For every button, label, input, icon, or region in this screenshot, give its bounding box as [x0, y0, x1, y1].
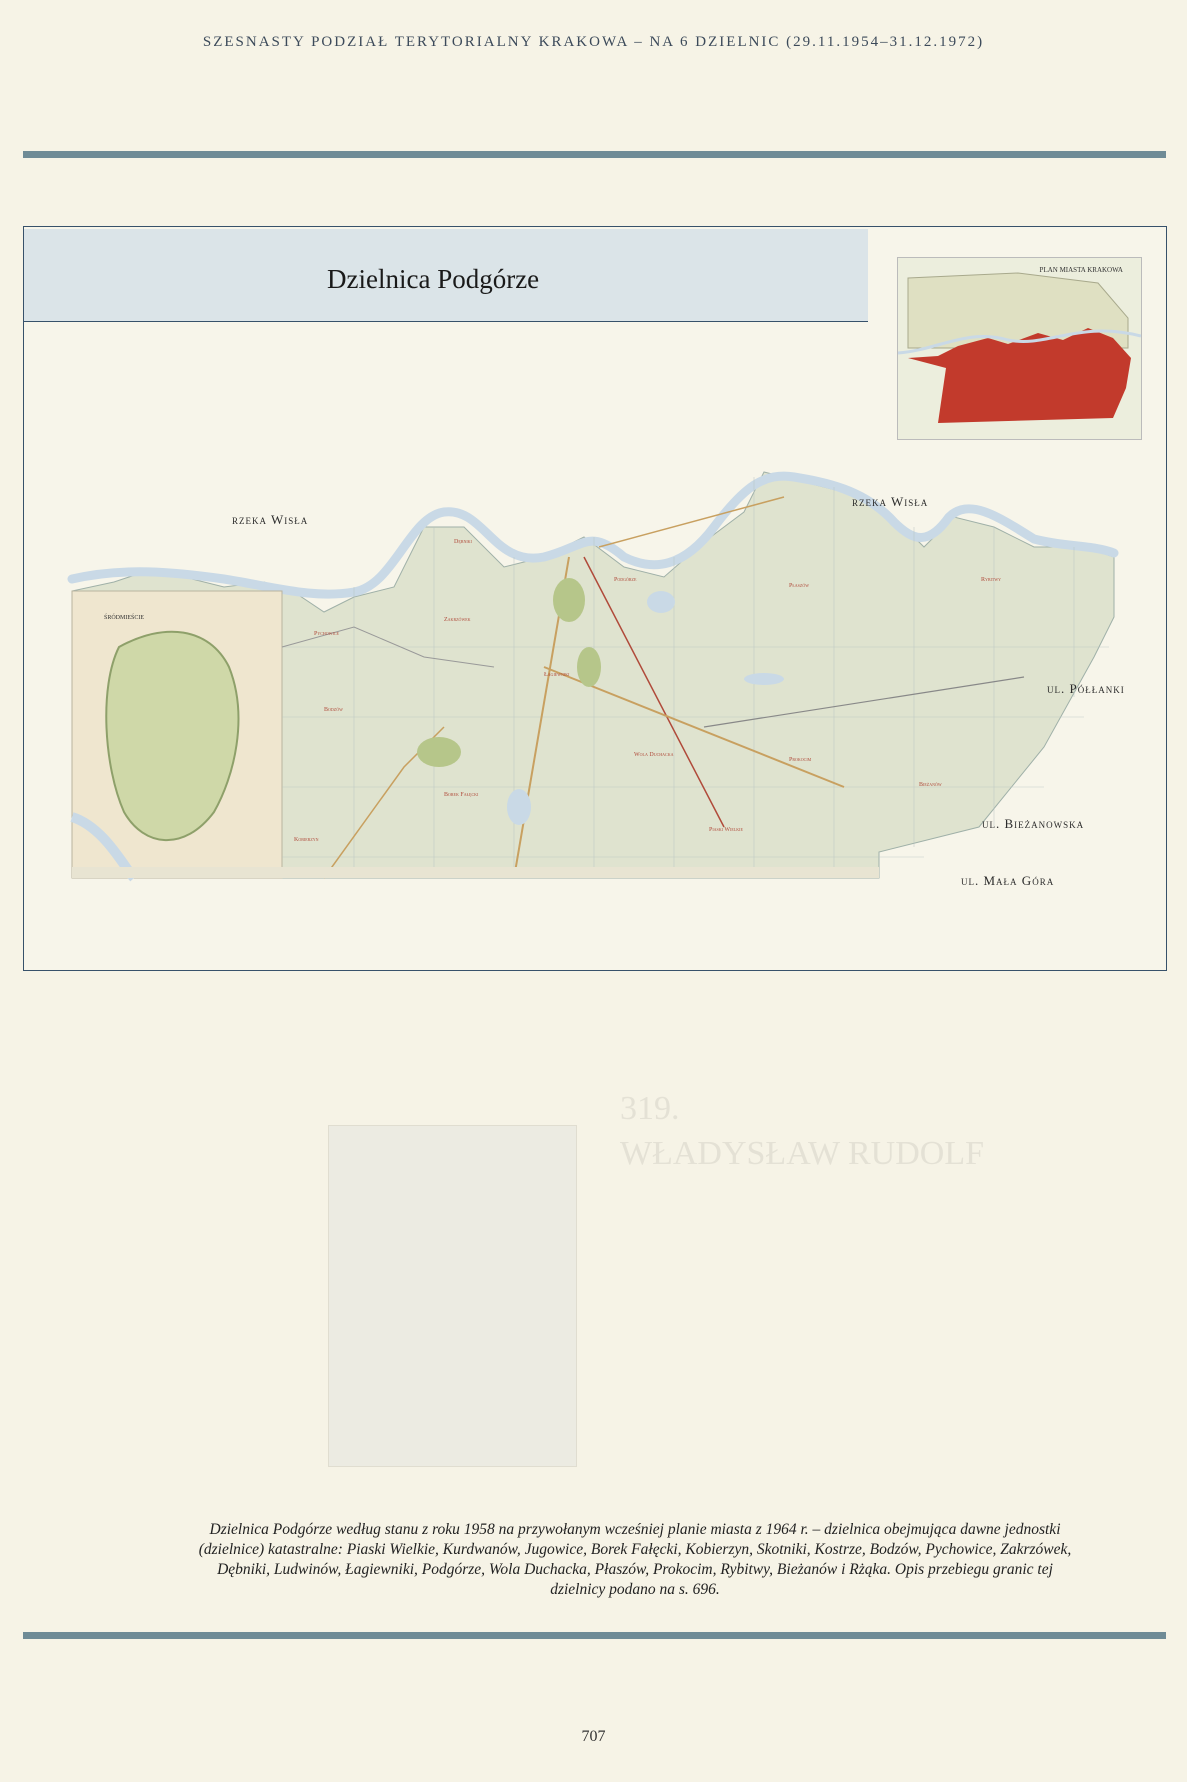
place-rybitwy: Rybitwy — [981, 577, 1001, 583]
pond — [507, 789, 531, 825]
place-borek-falecki: Borek Fałęcki — [444, 792, 479, 798]
green-area — [417, 737, 461, 767]
map-figure — [23, 226, 1167, 971]
show-through-text: 319. — [620, 1090, 680, 1127]
running-header: SZESNASTY PODZIAŁ TERYTORIALNY KRAKOWA – NA 6 DZIELNIC (29.11.1954–31.12.1972) — [202, 34, 985, 50]
pond — [744, 673, 784, 685]
inset-svg — [898, 258, 1141, 439]
figure-caption: Dzielnica Podgórze według stanu z roku 1958 na przywołanym wcześniej planie miasta z 1964 r. – dzielnica obejmująca dawne jednostki (dzielnice) katastralne: Piaski Wielkie, Kurdwanów, Jugowice, Borek Fałęcki, Kobierzyn, Skotniki, Kostrze, Bodzów, Pychowice, Zakrzówek, Dębniki, Ludwinów, Łagiewniki, Podgórze, Wola Duchacka, Płaszów, Prokocim, Rybitwy, Bieżanów i Rżąka. Opis przebiegu granic tej dzielnicy podano na s. 696. — [198, 1521, 1072, 1598]
place-wola-duchacka: Wola Duchacka — [634, 752, 674, 758]
place-biezanow: Bieżanów — [919, 782, 942, 788]
place-podgorze: Podgórze — [614, 577, 637, 583]
place-srodmiescie: ŚRÓDMIEŚCIE — [104, 615, 145, 621]
page-number: 707 — [581, 1728, 606, 1745]
map-title: Dzielnica Podgórze — [327, 264, 540, 294]
place-debniki: Dębniki — [454, 539, 472, 545]
show-through-text: WŁADYSŁAW RUDOLF — [620, 1135, 985, 1172]
place-prokocim: Prokocim — [789, 757, 812, 763]
river-label-right: rzeka Wisła — [852, 494, 929, 509]
place-pychowice: Pychowice — [314, 631, 339, 637]
street-label-biezanowska: ul. Bieżanowska — [982, 816, 1085, 831]
place-kobierzyn: Kobierzyn — [294, 837, 319, 843]
place-bodzow: Bodzów — [324, 707, 343, 713]
place-zakrzowek: Zakrzówek — [444, 617, 471, 623]
show-through-photo — [328, 1125, 577, 1467]
title-bar — [24, 229, 868, 322]
place-piaski-wielkie: Piaski Wielkie — [709, 827, 743, 833]
green-area — [553, 578, 585, 622]
place-lagiewniki: Łagiewniki — [544, 672, 570, 678]
green-area — [577, 647, 601, 687]
river-label-left: rzeka Wisła — [232, 512, 309, 527]
street-label-pollanki: ul. Półłanki — [1047, 681, 1125, 696]
bottom-rule — [23, 1632, 1166, 1639]
top-rule — [23, 151, 1166, 158]
inset-title: PLAN MIASTA KRAKOWA — [1039, 266, 1123, 274]
street-label-mala-gora: ul. Mała Góra — [961, 873, 1055, 888]
map-bottom-strip — [72, 867, 879, 878]
inset-map — [897, 257, 1142, 440]
pond — [647, 591, 675, 613]
place-plaszow: Płaszów — [789, 583, 810, 589]
